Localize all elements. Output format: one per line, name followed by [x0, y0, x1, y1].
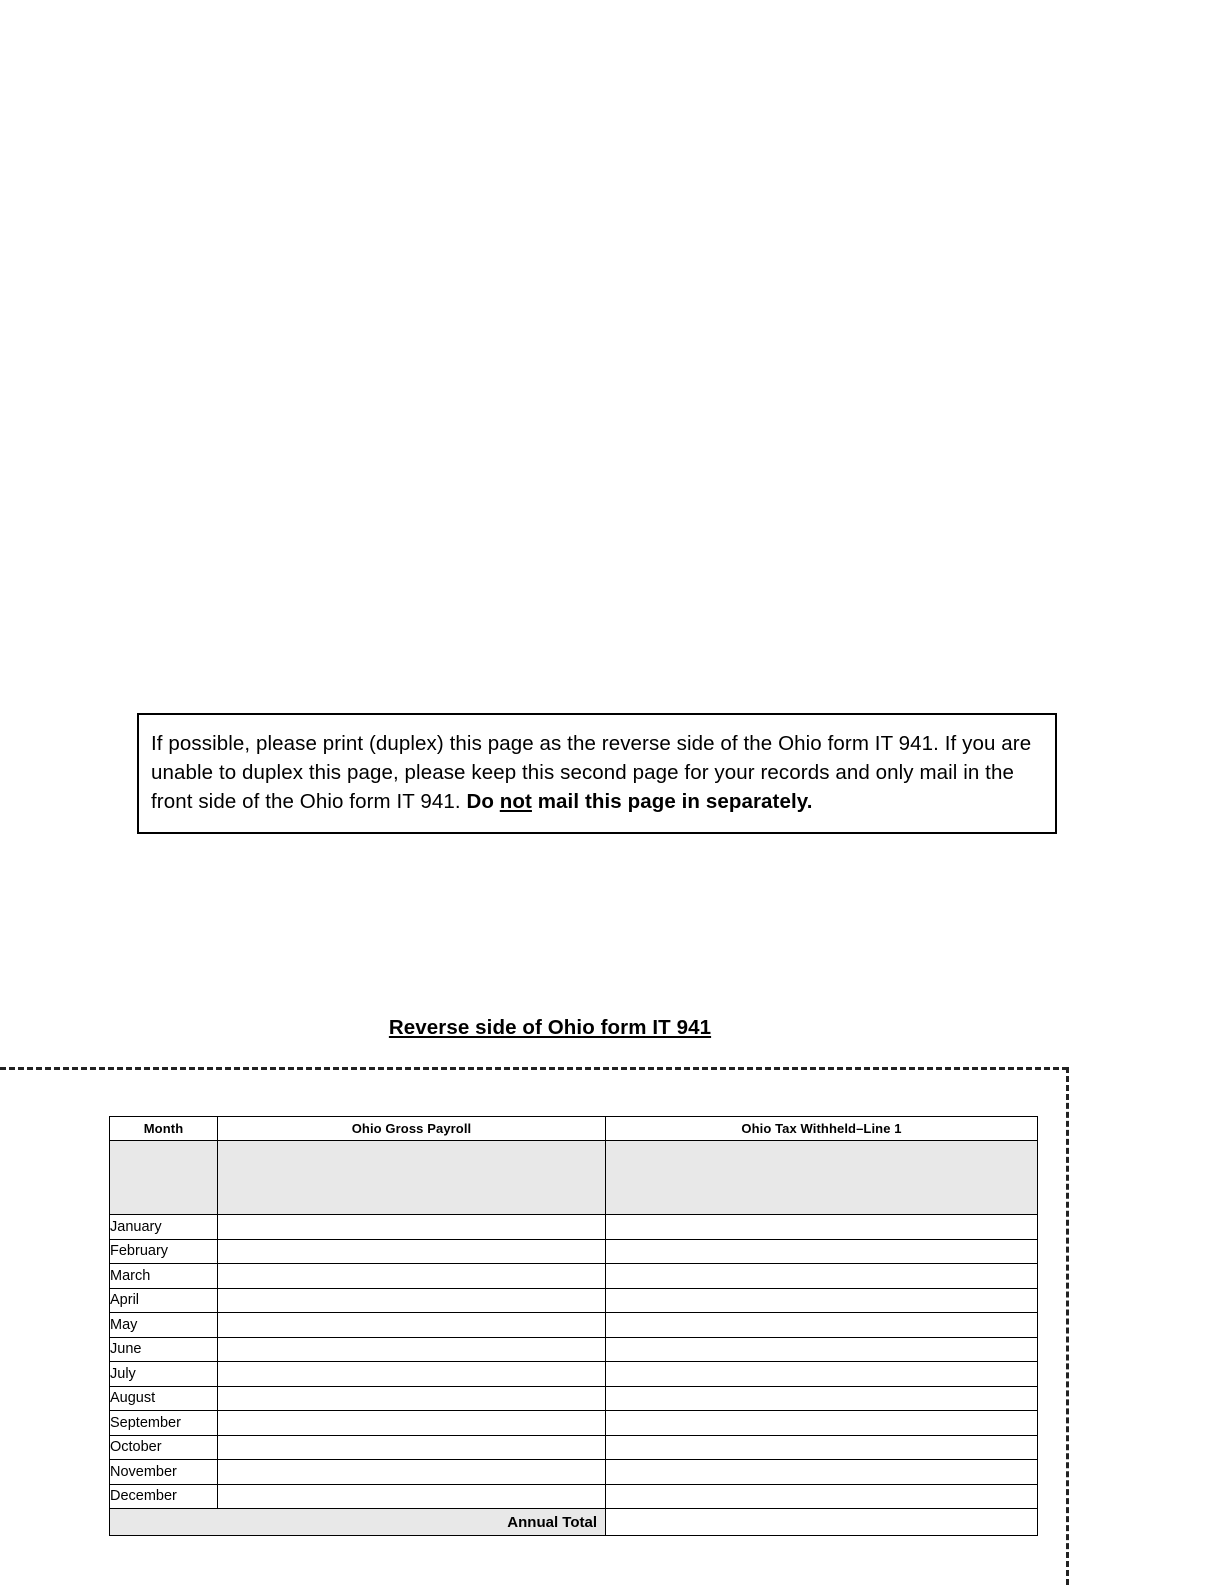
gross-payroll-field[interactable] [218, 1460, 606, 1485]
spacer-cell-gross [218, 1141, 606, 1215]
month-label: May [110, 1313, 218, 1338]
gross-payroll-field[interactable] [218, 1239, 606, 1264]
table-row [110, 1435, 1038, 1460]
tax-withheld-field[interactable] [606, 1460, 1038, 1485]
notice-line-2: you are unable to duplex this page, please keep this second page for your records and [151, 732, 1032, 784]
annual-total-row [110, 1509, 1038, 1536]
month-label: June [110, 1337, 218, 1362]
gross-payroll-field[interactable] [218, 1313, 606, 1338]
table-header-row [110, 1117, 1038, 1141]
tax-withheld-field[interactable] [606, 1435, 1038, 1460]
table-row [110, 1337, 1038, 1362]
payroll-table-body [110, 1141, 1038, 1536]
gross-payroll-field[interactable] [218, 1386, 606, 1411]
tax-withheld-field[interactable] [606, 1386, 1038, 1411]
table-row [110, 1215, 1038, 1240]
gross-payroll-field[interactable] [218, 1337, 606, 1362]
reverse-side-heading: Reverse side of Ohio form IT 941 [388, 1016, 712, 1039]
table-row [110, 1484, 1038, 1509]
vertical-cut-line [1066, 1067, 1069, 1585]
gross-payroll-field[interactable] [218, 1484, 606, 1509]
notice-bold-rest: mail this page in separately. [531, 790, 813, 813]
month-label: August [110, 1386, 218, 1411]
table-row [110, 1239, 1038, 1264]
table-row [110, 1264, 1038, 1289]
tax-withheld-field[interactable] [606, 1264, 1038, 1289]
tax-withheld-field[interactable] [606, 1411, 1038, 1436]
month-label: April [110, 1288, 218, 1313]
month-label: January [110, 1215, 218, 1240]
horizontal-cut-line [0, 1067, 1068, 1070]
notice-line-1: If possible, please print (duplex) this page as the reverse side of the Ohio form IT 941. If [151, 732, 957, 755]
month-label: July [110, 1362, 218, 1387]
tax-withheld-field[interactable] [606, 1484, 1038, 1509]
tax-withheld-field[interactable] [606, 1313, 1038, 1338]
tax-withheld-field[interactable] [606, 1337, 1038, 1362]
gross-payroll-field[interactable] [218, 1362, 606, 1387]
gross-payroll-field[interactable] [218, 1215, 606, 1240]
tax-withheld-field[interactable] [606, 1239, 1038, 1264]
spacer-cell-month [110, 1141, 218, 1215]
gross-payroll-field[interactable] [218, 1435, 606, 1460]
gross-payroll-field[interactable] [218, 1264, 606, 1289]
payroll-table-container [109, 1116, 1037, 1536]
table-row [110, 1411, 1038, 1436]
payroll-table [109, 1116, 1038, 1536]
month-label: February [110, 1239, 218, 1264]
notice-bold-do: Do [466, 790, 500, 813]
duplex-print-notice [137, 713, 1057, 834]
notice-line-3: only mail in the front side of the Ohio form IT 941. [151, 761, 1014, 813]
column-header-tax-withheld: Ohio Tax Withheld–Line 1 [606, 1117, 1038, 1141]
tax-withheld-field[interactable] [606, 1362, 1038, 1387]
gross-payroll-field[interactable] [218, 1288, 606, 1313]
spacer-cell-tax [606, 1141, 1038, 1215]
column-header-month: Month [110, 1117, 218, 1141]
column-header-gross-payroll: Ohio Gross Payroll [218, 1117, 606, 1141]
month-label: September [110, 1411, 218, 1436]
notice-bold-not: not [499, 790, 532, 813]
gross-payroll-field[interactable] [218, 1411, 606, 1436]
table-row [110, 1460, 1038, 1485]
table-row [110, 1313, 1038, 1338]
month-label: November [110, 1460, 218, 1485]
duplex-print-notice-text [151, 729, 1043, 816]
table-row [110, 1362, 1038, 1387]
table-row [110, 1386, 1038, 1411]
month-label: December [110, 1484, 218, 1509]
tax-withheld-field[interactable] [606, 1288, 1038, 1313]
annual-total-field[interactable] [606, 1509, 1038, 1536]
tax-withheld-field[interactable] [606, 1215, 1038, 1240]
annual-total-label: Annual Total [110, 1509, 606, 1536]
month-label: October [110, 1435, 218, 1460]
table-spacer-row [110, 1141, 1038, 1215]
table-row [110, 1288, 1038, 1313]
month-label: March [110, 1264, 218, 1289]
